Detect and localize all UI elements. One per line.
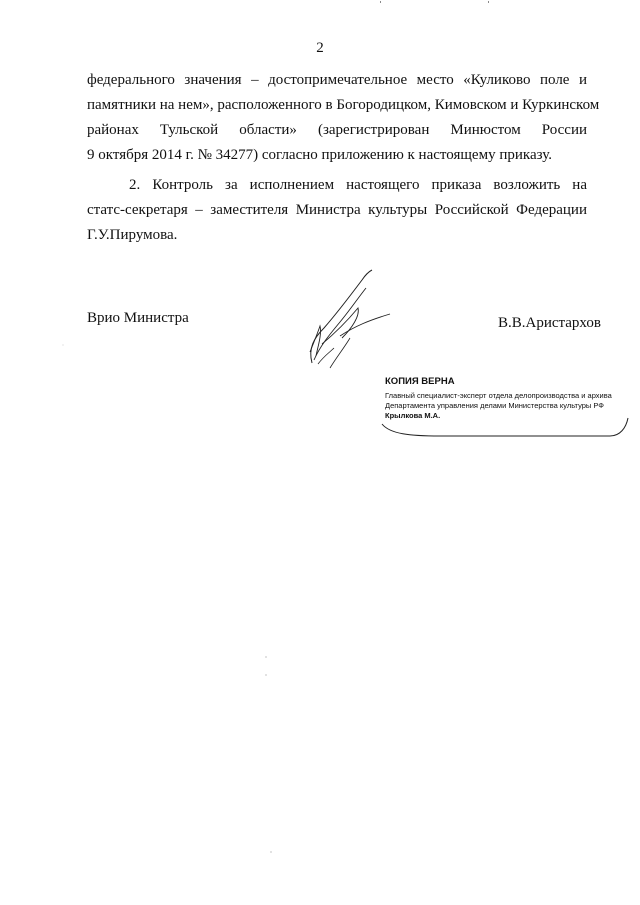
- stamp-department: Департамента управления делами Министерства культуры РФ: [385, 401, 605, 410]
- paragraph-continuation: [87, 68, 600, 168]
- handwritten-signature: [300, 268, 400, 373]
- signatory-name: В.В.Аристархов: [498, 315, 601, 331]
- paragraph-line: 2. Контроль за исполнением настоящего приказа возложить на: [129, 177, 587, 193]
- paragraph-line: районах Тульской области» (зарегистрирован Минюстом России: [87, 122, 587, 138]
- stamp-position: Главный специалист-эксперт отдела делопроизводства и архива: [385, 391, 612, 400]
- copy-certified-stamp: [380, 372, 630, 452]
- paragraph-line: федерального значения – достопримечательное место «Куликово поле и: [87, 72, 587, 88]
- paragraph-line: статс-секретаря – заместителя Министра культуры Российской Федерации: [87, 202, 587, 218]
- paragraph-line: 9 октября 2014 г. № 34277) согласно приложению к настоящему приказу.: [87, 147, 552, 163]
- stamp-signer: Крылкова М.А.: [385, 411, 441, 420]
- paragraph-line: Г.У.Пирумова.: [87, 227, 178, 243]
- page-number: 2: [316, 40, 324, 56]
- signatory-title: Врио Министра: [87, 310, 189, 326]
- paragraph-control: [87, 173, 587, 248]
- stamp-title: КОПИЯ ВЕРНА: [385, 376, 455, 387]
- paragraph-line: памятники на нем», расположенного в Богородицком, Кимовском и Куркинском: [87, 97, 600, 113]
